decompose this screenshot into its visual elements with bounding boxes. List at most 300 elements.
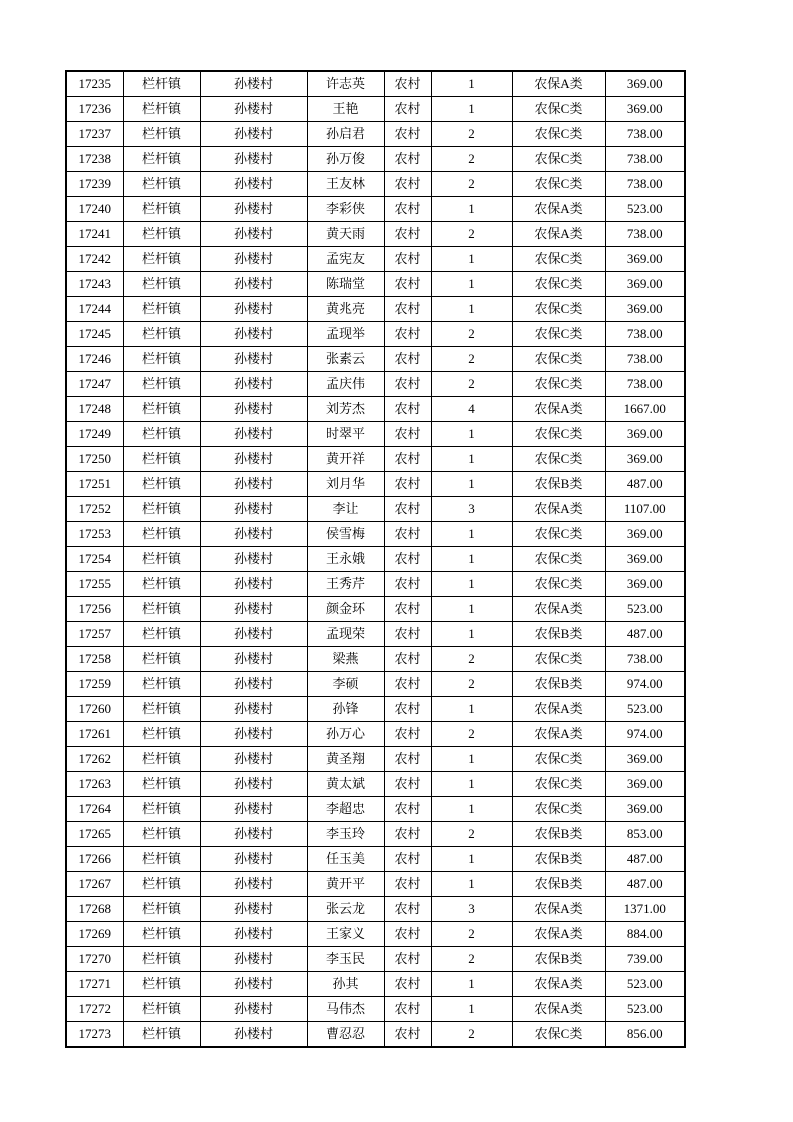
cell-village: 孙楼村 bbox=[200, 697, 307, 722]
cell-insurance-category: 农保C类 bbox=[512, 747, 605, 772]
cell-record-id: 17240 bbox=[66, 197, 123, 222]
cell-village: 孙楼村 bbox=[200, 822, 307, 847]
cell-person-count: 1 bbox=[431, 97, 512, 122]
cell-insurance-category: 农保A类 bbox=[512, 497, 605, 522]
cell-person-name: 王家义 bbox=[307, 922, 384, 947]
cell-amount: 369.00 bbox=[605, 572, 685, 597]
cell-amount: 738.00 bbox=[605, 172, 685, 197]
cell-person-name: 刘芳杰 bbox=[307, 397, 384, 422]
cell-town: 栏杆镇 bbox=[123, 872, 200, 897]
cell-village: 孙楼村 bbox=[200, 372, 307, 397]
cell-insurance-category: 农保A类 bbox=[512, 71, 605, 97]
cell-amount: 487.00 bbox=[605, 847, 685, 872]
cell-village: 孙楼村 bbox=[200, 272, 307, 297]
cell-insurance-category: 农保C类 bbox=[512, 522, 605, 547]
cell-amount: 738.00 bbox=[605, 222, 685, 247]
cell-person-name: 时翠平 bbox=[307, 422, 384, 447]
cell-village: 孙楼村 bbox=[200, 647, 307, 672]
cell-residence-type: 农村 bbox=[384, 822, 431, 847]
cell-town: 栏杆镇 bbox=[123, 397, 200, 422]
cell-insurance-category: 农保C类 bbox=[512, 572, 605, 597]
table-row bbox=[66, 872, 685, 897]
cell-person-name: 黄圣翔 bbox=[307, 747, 384, 772]
cell-town: 栏杆镇 bbox=[123, 597, 200, 622]
cell-person-name: 李玉玲 bbox=[307, 822, 384, 847]
cell-person-count: 1 bbox=[431, 622, 512, 647]
cell-amount: 884.00 bbox=[605, 922, 685, 947]
cell-residence-type: 农村 bbox=[384, 697, 431, 722]
cell-residence-type: 农村 bbox=[384, 922, 431, 947]
cell-residence-type: 农村 bbox=[384, 572, 431, 597]
table-row bbox=[66, 397, 685, 422]
table-row bbox=[66, 997, 685, 1022]
cell-record-id: 17265 bbox=[66, 822, 123, 847]
cell-person-count: 1 bbox=[431, 547, 512, 572]
table-row bbox=[66, 847, 685, 872]
cell-village: 孙楼村 bbox=[200, 322, 307, 347]
cell-insurance-category: 农保C类 bbox=[512, 147, 605, 172]
cell-insurance-category: 农保C类 bbox=[512, 447, 605, 472]
cell-town: 栏杆镇 bbox=[123, 497, 200, 522]
table-row bbox=[66, 547, 685, 572]
cell-residence-type: 农村 bbox=[384, 122, 431, 147]
cell-amount: 738.00 bbox=[605, 347, 685, 372]
table-row bbox=[66, 522, 685, 547]
cell-amount: 369.00 bbox=[605, 797, 685, 822]
cell-person-name: 孟现举 bbox=[307, 322, 384, 347]
table-row bbox=[66, 222, 685, 247]
cell-village: 孙楼村 bbox=[200, 297, 307, 322]
cell-residence-type: 农村 bbox=[384, 322, 431, 347]
cell-residence-type: 农村 bbox=[384, 297, 431, 322]
cell-person-name: 李彩侠 bbox=[307, 197, 384, 222]
cell-residence-type: 农村 bbox=[384, 97, 431, 122]
cell-amount: 369.00 bbox=[605, 97, 685, 122]
cell-insurance-category: 农保C类 bbox=[512, 347, 605, 372]
cell-person-count: 1 bbox=[431, 772, 512, 797]
cell-insurance-category: 农保A类 bbox=[512, 222, 605, 247]
cell-town: 栏杆镇 bbox=[123, 822, 200, 847]
cell-insurance-category: 农保A类 bbox=[512, 697, 605, 722]
cell-person-count: 2 bbox=[431, 222, 512, 247]
cell-village: 孙楼村 bbox=[200, 922, 307, 947]
cell-town: 栏杆镇 bbox=[123, 172, 200, 197]
cell-insurance-category: 农保B类 bbox=[512, 947, 605, 972]
cell-insurance-category: 农保C类 bbox=[512, 322, 605, 347]
cell-amount: 369.00 bbox=[605, 447, 685, 472]
cell-town: 栏杆镇 bbox=[123, 897, 200, 922]
table-row bbox=[66, 747, 685, 772]
cell-village: 孙楼村 bbox=[200, 222, 307, 247]
cell-amount: 487.00 bbox=[605, 872, 685, 897]
cell-insurance-category: 农保B类 bbox=[512, 872, 605, 897]
cell-residence-type: 农村 bbox=[384, 622, 431, 647]
cell-record-id: 17236 bbox=[66, 97, 123, 122]
cell-amount: 1371.00 bbox=[605, 897, 685, 922]
cell-record-id: 17253 bbox=[66, 522, 123, 547]
cell-person-count: 1 bbox=[431, 847, 512, 872]
cell-village: 孙楼村 bbox=[200, 147, 307, 172]
cell-town: 栏杆镇 bbox=[123, 147, 200, 172]
cell-person-name: 李玉民 bbox=[307, 947, 384, 972]
cell-record-id: 17269 bbox=[66, 922, 123, 947]
cell-residence-type: 农村 bbox=[384, 247, 431, 272]
cell-residence-type: 农村 bbox=[384, 397, 431, 422]
table-row bbox=[66, 797, 685, 822]
cell-amount: 523.00 bbox=[605, 972, 685, 997]
cell-insurance-category: 农保B类 bbox=[512, 672, 605, 697]
cell-record-id: 17257 bbox=[66, 622, 123, 647]
cell-person-name: 孟现荣 bbox=[307, 622, 384, 647]
cell-village: 孙楼村 bbox=[200, 97, 307, 122]
cell-person-name: 王艳 bbox=[307, 97, 384, 122]
cell-amount: 739.00 bbox=[605, 947, 685, 972]
cell-person-count: 1 bbox=[431, 522, 512, 547]
cell-person-name: 侯雪梅 bbox=[307, 522, 384, 547]
cell-insurance-category: 农保A类 bbox=[512, 997, 605, 1022]
cell-person-count: 1 bbox=[431, 597, 512, 622]
cell-person-count: 2 bbox=[431, 322, 512, 347]
table-row bbox=[66, 947, 685, 972]
cell-record-id: 17242 bbox=[66, 247, 123, 272]
cell-village: 孙楼村 bbox=[200, 522, 307, 547]
cell-amount: 369.00 bbox=[605, 422, 685, 447]
cell-record-id: 17235 bbox=[66, 71, 123, 97]
cell-village: 孙楼村 bbox=[200, 572, 307, 597]
cell-amount: 1107.00 bbox=[605, 497, 685, 522]
cell-residence-type: 农村 bbox=[384, 71, 431, 97]
cell-record-id: 17267 bbox=[66, 872, 123, 897]
table-row bbox=[66, 347, 685, 372]
cell-residence-type: 农村 bbox=[384, 797, 431, 822]
cell-person-name: 孙万心 bbox=[307, 722, 384, 747]
cell-town: 栏杆镇 bbox=[123, 122, 200, 147]
cell-residence-type: 农村 bbox=[384, 897, 431, 922]
table-row bbox=[66, 247, 685, 272]
cell-person-name: 刘月华 bbox=[307, 472, 384, 497]
cell-person-count: 1 bbox=[431, 872, 512, 897]
cell-record-id: 17262 bbox=[66, 747, 123, 772]
cell-residence-type: 农村 bbox=[384, 172, 431, 197]
cell-residence-type: 农村 bbox=[384, 972, 431, 997]
cell-person-count: 2 bbox=[431, 922, 512, 947]
cell-person-count: 2 bbox=[431, 822, 512, 847]
cell-person-count: 2 bbox=[431, 347, 512, 372]
cell-person-count: 2 bbox=[431, 147, 512, 172]
table-row bbox=[66, 322, 685, 347]
cell-residence-type: 农村 bbox=[384, 522, 431, 547]
cell-record-id: 17237 bbox=[66, 122, 123, 147]
cell-residence-type: 农村 bbox=[384, 472, 431, 497]
cell-insurance-category: 农保C类 bbox=[512, 547, 605, 572]
table-row bbox=[66, 272, 685, 297]
cell-insurance-category: 农保B类 bbox=[512, 622, 605, 647]
cell-record-id: 17245 bbox=[66, 322, 123, 347]
cell-town: 栏杆镇 bbox=[123, 297, 200, 322]
cell-person-name: 马伟杰 bbox=[307, 997, 384, 1022]
table-row bbox=[66, 472, 685, 497]
cell-village: 孙楼村 bbox=[200, 622, 307, 647]
cell-person-count: 2 bbox=[431, 122, 512, 147]
table-row bbox=[66, 822, 685, 847]
table-row bbox=[66, 372, 685, 397]
cell-record-id: 17266 bbox=[66, 847, 123, 872]
cell-person-name: 颜金环 bbox=[307, 597, 384, 622]
cell-village: 孙楼村 bbox=[200, 747, 307, 772]
cell-town: 栏杆镇 bbox=[123, 622, 200, 647]
cell-person-name: 黄开祥 bbox=[307, 447, 384, 472]
table-row bbox=[66, 297, 685, 322]
cell-village: 孙楼村 bbox=[200, 897, 307, 922]
cell-amount: 369.00 bbox=[605, 522, 685, 547]
table-row bbox=[66, 697, 685, 722]
table-row bbox=[66, 572, 685, 597]
cell-town: 栏杆镇 bbox=[123, 997, 200, 1022]
cell-residence-type: 农村 bbox=[384, 722, 431, 747]
cell-residence-type: 农村 bbox=[384, 497, 431, 522]
cell-village: 孙楼村 bbox=[200, 197, 307, 222]
table-row bbox=[66, 97, 685, 122]
cell-person-name: 王友林 bbox=[307, 172, 384, 197]
cell-town: 栏杆镇 bbox=[123, 947, 200, 972]
cell-person-count: 1 bbox=[431, 422, 512, 447]
cell-village: 孙楼村 bbox=[200, 997, 307, 1022]
cell-town: 栏杆镇 bbox=[123, 247, 200, 272]
cell-insurance-category: 农保A类 bbox=[512, 597, 605, 622]
cell-village: 孙楼村 bbox=[200, 972, 307, 997]
cell-person-name: 李硕 bbox=[307, 672, 384, 697]
cell-village: 孙楼村 bbox=[200, 71, 307, 97]
cell-amount: 523.00 bbox=[605, 597, 685, 622]
table-row bbox=[66, 197, 685, 222]
cell-town: 栏杆镇 bbox=[123, 472, 200, 497]
cell-insurance-category: 农保C类 bbox=[512, 372, 605, 397]
cell-village: 孙楼村 bbox=[200, 672, 307, 697]
cell-person-name: 孟宪友 bbox=[307, 247, 384, 272]
table-row bbox=[66, 597, 685, 622]
cell-amount: 974.00 bbox=[605, 722, 685, 747]
cell-record-id: 17263 bbox=[66, 772, 123, 797]
cell-person-count: 1 bbox=[431, 272, 512, 297]
cell-insurance-category: 农保A类 bbox=[512, 397, 605, 422]
cell-village: 孙楼村 bbox=[200, 397, 307, 422]
cell-person-count: 1 bbox=[431, 972, 512, 997]
cell-person-name: 李让 bbox=[307, 497, 384, 522]
cell-person-count: 1 bbox=[431, 447, 512, 472]
cell-town: 栏杆镇 bbox=[123, 797, 200, 822]
cell-amount: 523.00 bbox=[605, 197, 685, 222]
table-row bbox=[66, 772, 685, 797]
cell-residence-type: 农村 bbox=[384, 847, 431, 872]
cell-amount: 974.00 bbox=[605, 672, 685, 697]
cell-village: 孙楼村 bbox=[200, 172, 307, 197]
cell-amount: 856.00 bbox=[605, 1022, 685, 1048]
cell-record-id: 17270 bbox=[66, 947, 123, 972]
cell-insurance-category: 农保C类 bbox=[512, 772, 605, 797]
cell-amount: 369.00 bbox=[605, 772, 685, 797]
cell-person-name: 张云龙 bbox=[307, 897, 384, 922]
cell-amount: 369.00 bbox=[605, 71, 685, 97]
cell-town: 栏杆镇 bbox=[123, 372, 200, 397]
table-row bbox=[66, 122, 685, 147]
table-row bbox=[66, 71, 685, 97]
cell-person-name: 陈瑞堂 bbox=[307, 272, 384, 297]
cell-village: 孙楼村 bbox=[200, 722, 307, 747]
cell-person-count: 1 bbox=[431, 797, 512, 822]
insurance-records-table bbox=[65, 70, 686, 1048]
cell-town: 栏杆镇 bbox=[123, 1022, 200, 1048]
cell-town: 栏杆镇 bbox=[123, 547, 200, 572]
cell-amount: 523.00 bbox=[605, 997, 685, 1022]
cell-insurance-category: 农保C类 bbox=[512, 247, 605, 272]
cell-amount: 487.00 bbox=[605, 622, 685, 647]
table-row bbox=[66, 972, 685, 997]
cell-record-id: 17271 bbox=[66, 972, 123, 997]
cell-person-count: 2 bbox=[431, 672, 512, 697]
cell-village: 孙楼村 bbox=[200, 497, 307, 522]
cell-residence-type: 农村 bbox=[384, 647, 431, 672]
cell-amount: 487.00 bbox=[605, 472, 685, 497]
cell-residence-type: 农村 bbox=[384, 272, 431, 297]
cell-town: 栏杆镇 bbox=[123, 772, 200, 797]
cell-village: 孙楼村 bbox=[200, 797, 307, 822]
cell-town: 栏杆镇 bbox=[123, 422, 200, 447]
cell-insurance-category: 农保C类 bbox=[512, 272, 605, 297]
cell-residence-type: 农村 bbox=[384, 872, 431, 897]
cell-insurance-category: 农保B类 bbox=[512, 472, 605, 497]
cell-record-id: 17251 bbox=[66, 472, 123, 497]
table-row bbox=[66, 622, 685, 647]
cell-person-name: 梁燕 bbox=[307, 647, 384, 672]
table-row bbox=[66, 647, 685, 672]
cell-village: 孙楼村 bbox=[200, 472, 307, 497]
cell-person-count: 3 bbox=[431, 497, 512, 522]
cell-town: 栏杆镇 bbox=[123, 197, 200, 222]
cell-record-id: 17255 bbox=[66, 572, 123, 597]
cell-person-name: 曹忍忍 bbox=[307, 1022, 384, 1048]
cell-person-count: 2 bbox=[431, 372, 512, 397]
cell-person-count: 2 bbox=[431, 1022, 512, 1048]
cell-residence-type: 农村 bbox=[384, 197, 431, 222]
cell-town: 栏杆镇 bbox=[123, 522, 200, 547]
cell-residence-type: 农村 bbox=[384, 772, 431, 797]
cell-town: 栏杆镇 bbox=[123, 672, 200, 697]
cell-insurance-category: 农保C类 bbox=[512, 647, 605, 672]
cell-village: 孙楼村 bbox=[200, 347, 307, 372]
table-row bbox=[66, 422, 685, 447]
cell-amount: 853.00 bbox=[605, 822, 685, 847]
cell-residence-type: 农村 bbox=[384, 997, 431, 1022]
cell-town: 栏杆镇 bbox=[123, 447, 200, 472]
cell-person-count: 1 bbox=[431, 572, 512, 597]
cell-town: 栏杆镇 bbox=[123, 97, 200, 122]
cell-residence-type: 农村 bbox=[384, 447, 431, 472]
cell-residence-type: 农村 bbox=[384, 597, 431, 622]
cell-village: 孙楼村 bbox=[200, 447, 307, 472]
cell-village: 孙楼村 bbox=[200, 547, 307, 572]
cell-record-id: 17243 bbox=[66, 272, 123, 297]
cell-person-count: 2 bbox=[431, 722, 512, 747]
table-row bbox=[66, 172, 685, 197]
cell-town: 栏杆镇 bbox=[123, 572, 200, 597]
cell-town: 栏杆镇 bbox=[123, 922, 200, 947]
cell-insurance-category: 农保C类 bbox=[512, 297, 605, 322]
cell-person-name: 黄天雨 bbox=[307, 222, 384, 247]
cell-amount: 738.00 bbox=[605, 322, 685, 347]
cell-person-name: 张素云 bbox=[307, 347, 384, 372]
cell-town: 栏杆镇 bbox=[123, 697, 200, 722]
cell-person-count: 1 bbox=[431, 747, 512, 772]
cell-record-id: 17248 bbox=[66, 397, 123, 422]
cell-amount: 738.00 bbox=[605, 647, 685, 672]
cell-person-count: 1 bbox=[431, 197, 512, 222]
cell-village: 孙楼村 bbox=[200, 247, 307, 272]
cell-amount: 369.00 bbox=[605, 247, 685, 272]
cell-record-id: 17246 bbox=[66, 347, 123, 372]
cell-record-id: 17252 bbox=[66, 497, 123, 522]
cell-village: 孙楼村 bbox=[200, 947, 307, 972]
cell-residence-type: 农村 bbox=[384, 1022, 431, 1048]
cell-residence-type: 农村 bbox=[384, 672, 431, 697]
cell-person-name: 孙其 bbox=[307, 972, 384, 997]
records-table-body bbox=[66, 71, 685, 1047]
cell-person-name: 李超忠 bbox=[307, 797, 384, 822]
cell-insurance-category: 农保A类 bbox=[512, 972, 605, 997]
cell-person-count: 1 bbox=[431, 997, 512, 1022]
cell-residence-type: 农村 bbox=[384, 947, 431, 972]
cell-record-id: 17260 bbox=[66, 697, 123, 722]
cell-insurance-category: 农保B类 bbox=[512, 847, 605, 872]
cell-record-id: 17249 bbox=[66, 422, 123, 447]
cell-person-count: 1 bbox=[431, 297, 512, 322]
cell-residence-type: 农村 bbox=[384, 547, 431, 572]
cell-person-count: 1 bbox=[431, 247, 512, 272]
cell-insurance-category: 农保A类 bbox=[512, 897, 605, 922]
cell-person-count: 2 bbox=[431, 172, 512, 197]
cell-record-id: 17238 bbox=[66, 147, 123, 172]
cell-person-count: 1 bbox=[431, 472, 512, 497]
cell-record-id: 17250 bbox=[66, 447, 123, 472]
table-row bbox=[66, 722, 685, 747]
table-row bbox=[66, 897, 685, 922]
cell-person-name: 孙启君 bbox=[307, 122, 384, 147]
cell-person-name: 黄兆亮 bbox=[307, 297, 384, 322]
cell-record-id: 17256 bbox=[66, 597, 123, 622]
cell-amount: 523.00 bbox=[605, 697, 685, 722]
cell-residence-type: 农村 bbox=[384, 422, 431, 447]
table-row bbox=[66, 922, 685, 947]
table-row bbox=[66, 147, 685, 172]
cell-person-name: 王秀芹 bbox=[307, 572, 384, 597]
cell-town: 栏杆镇 bbox=[123, 71, 200, 97]
cell-town: 栏杆镇 bbox=[123, 747, 200, 772]
cell-insurance-category: 农保C类 bbox=[512, 797, 605, 822]
cell-town: 栏杆镇 bbox=[123, 847, 200, 872]
cell-insurance-category: 农保C类 bbox=[512, 1022, 605, 1048]
cell-village: 孙楼村 bbox=[200, 872, 307, 897]
cell-record-id: 17239 bbox=[66, 172, 123, 197]
cell-person-count: 1 bbox=[431, 697, 512, 722]
cell-insurance-category: 农保B类 bbox=[512, 822, 605, 847]
cell-record-id: 17273 bbox=[66, 1022, 123, 1048]
cell-town: 栏杆镇 bbox=[123, 972, 200, 997]
cell-person-name: 许志英 bbox=[307, 71, 384, 97]
cell-town: 栏杆镇 bbox=[123, 322, 200, 347]
cell-person-name: 黄开平 bbox=[307, 872, 384, 897]
cell-amount: 369.00 bbox=[605, 272, 685, 297]
cell-amount: 369.00 bbox=[605, 747, 685, 772]
cell-amount: 369.00 bbox=[605, 297, 685, 322]
